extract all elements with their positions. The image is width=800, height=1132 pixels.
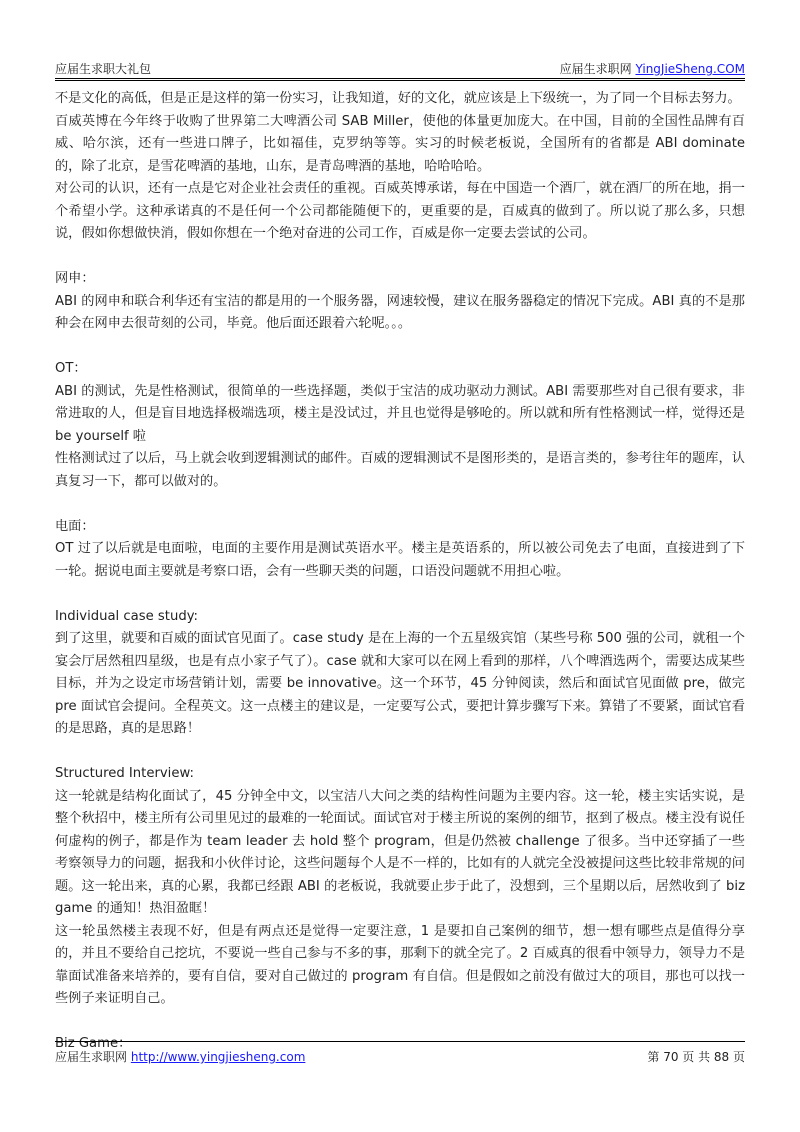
paragraph: 百威英博在今年终于收购了世界第二大啤酒公司 SAB Miller，使他的体量更加庞大。在中国，目前的全国性品牌有百威、哈尔滨，还有一些进口牌子，比如福佳，克罗纳等等。实习的时候老板说，全国所有的省都是 ABI dominate 的，除了北京，是雪花啤酒的基地，山东，是青岛啤酒的基地，哈哈哈哈。: [55, 113, 745, 174]
paragraph: Structured Interview:: [55, 766, 194, 781]
paragraph: Biz Game：: [55, 1036, 132, 1051]
paragraph-gap: [55, 1011, 745, 1034]
paragraph: 不是文化的高低，但是正是这样的第一份实习，让我知道，好的文化，就应该是上下级统一，为了同一个目标去努力。: [55, 91, 741, 106]
paragraph: 对公司的认识，还有一点是它对企业社会责任的重视。百威英博承诺，每在中国造一个酒厂，就在酒厂的所在地，捐一个希望小学。这种承诺真的不是任何一个公司都能随便下的，更重要的是，百威真的做到了。所以说了那么多，只想说，假如你想做快消，假如你想在一个绝对奋进的公司工作，百威是你一定要去尝试的公司。: [55, 181, 745, 241]
page-number: 第 70 页 共 88 页: [647, 1050, 745, 1064]
footer-site: [55, 1048, 305, 1065]
paragraph: ABI 的测试，先是性格测试，很简单的一些选择题，类似于宝洁的成功驱动力测试。ABI 需要那些对自己很有要求，非常进取的人，但是盲目地选择极端选项，楼主是没试过，并且也觉得是够呛的。所以就和所有性格测试一样，觉得还是 be yourself 啦: [55, 383, 745, 444]
paragraph-gap: [55, 741, 745, 764]
header-title: 应届生求职大礼包: [55, 62, 152, 76]
paragraph-gap: [55, 246, 745, 269]
page-header: [55, 57, 745, 77]
paragraph: OT：: [55, 361, 87, 376]
header-rule: [55, 78, 745, 79]
paragraph: 到了这里，就要和百威的面试官见面了。case study 是在上海的一个五星级宾馆（某些号称 500 强的公司，就租一个宴会厅居然租四星级，也是有点小家子气了）。case 就和大家可以在网上看到的那样，八个啤酒选两个，需要达成某些目标，并为之设定市场营销计划，需要 be innovative。这一个环节，45 分钟阅读，然后和面试官见面做 pre，做完 pre 面试官会提问。全程英文。这一点楼主的建议是，一定要写公式，要把计算步骤写下来。算错了不要紧，面试官看的是思路，真的是思路！: [55, 631, 745, 736]
footer-rule: [55, 1041, 745, 1042]
paragraph: 这一轮虽然楼主表现不好，但是有两点还是觉得一定要注意，1 是要扣自己案例的细节，想一想有哪些点是值得分享的，并且不要给自己挖坑，不要说一些自己参与不多的事，那剩下的就全完了。2 百威真的很看中领导力，领导力不是靠面试准备来培养的，要有自信，要对自己做过的 program 有自信。但是假如之前没有做过大的项目，那也可以找一些例子来证明自己。: [55, 923, 745, 1006]
paragraph: 电面：: [55, 518, 95, 534]
paragraph-gap: [55, 493, 745, 516]
paragraph: OT 过了以后就是电面啦，电面的主要作用是测试英语水平。楼主是英语系的，所以被公司免去了电面，直接进到了下一轮。据说电面主要就是考察口语，会有一些聊天类的问题，口语没问题就不用担心啦。: [55, 541, 745, 579]
paragraph: Individual case study:: [55, 608, 198, 624]
paragraph: 网申：: [55, 271, 95, 286]
document-body: [55, 88, 745, 1056]
paragraph: 性格测试过了以后，马上就会收到逻辑测试的邮件。百威的逻辑测试不是图形类的，是语言类的，参考往年的题库，认真复习一下，都可以做对的。: [55, 451, 745, 489]
header-site-name: 应届生求职网: [559, 62, 632, 76]
header-site-link[interactable]: YingJieSheng.COM: [635, 62, 745, 76]
paragraph-gap: [55, 583, 745, 606]
header-rule-secondary: [55, 80, 745, 81]
paragraph: ABI 的网申和联合利华还有宝洁的都是用的一个服务器，网速较慢，建议在服务器稳定的情况下完成。ABI 真的不是那种会在网申去很苛刻的公司，毕竟。他后面还跟着六轮呢。。。: [55, 293, 745, 331]
header-site: [560, 60, 745, 77]
page-footer: [55, 1048, 745, 1066]
footer-site-link[interactable]: http://www.yingjiesheng.com: [130, 1050, 306, 1064]
footer-site-name: 应届生求职网: [55, 1050, 128, 1064]
paragraph: 这一轮就是结构化面试了，45 分钟全中文，以宝洁八大问之类的结构性问题为主要内容。这一轮，楼主实话实说，是整个秋招中，楼主所有公司里见过的最难的一轮面试。面试官对于楼主所说的案例的细节，抠到了极点。楼主没有说任何虚构的例子，都是作为 team leader 去 hold 整个 program，但是仍然被 challenge 了很多。当中还穿插了一些考察领导力的问题，据我和小伙伴讨论，这些问题每个人是不一样的，比如有的人就完全没被提问这些比较非常规的问题。这一轮出来，真的心累，我都已经跟 ABI 的老板说，我就要止步于此了，没想到，三个星期以后，居然收到了 biz game 的通知！热泪盈眶！: [55, 788, 745, 916]
paragraph-gap: [55, 336, 745, 359]
